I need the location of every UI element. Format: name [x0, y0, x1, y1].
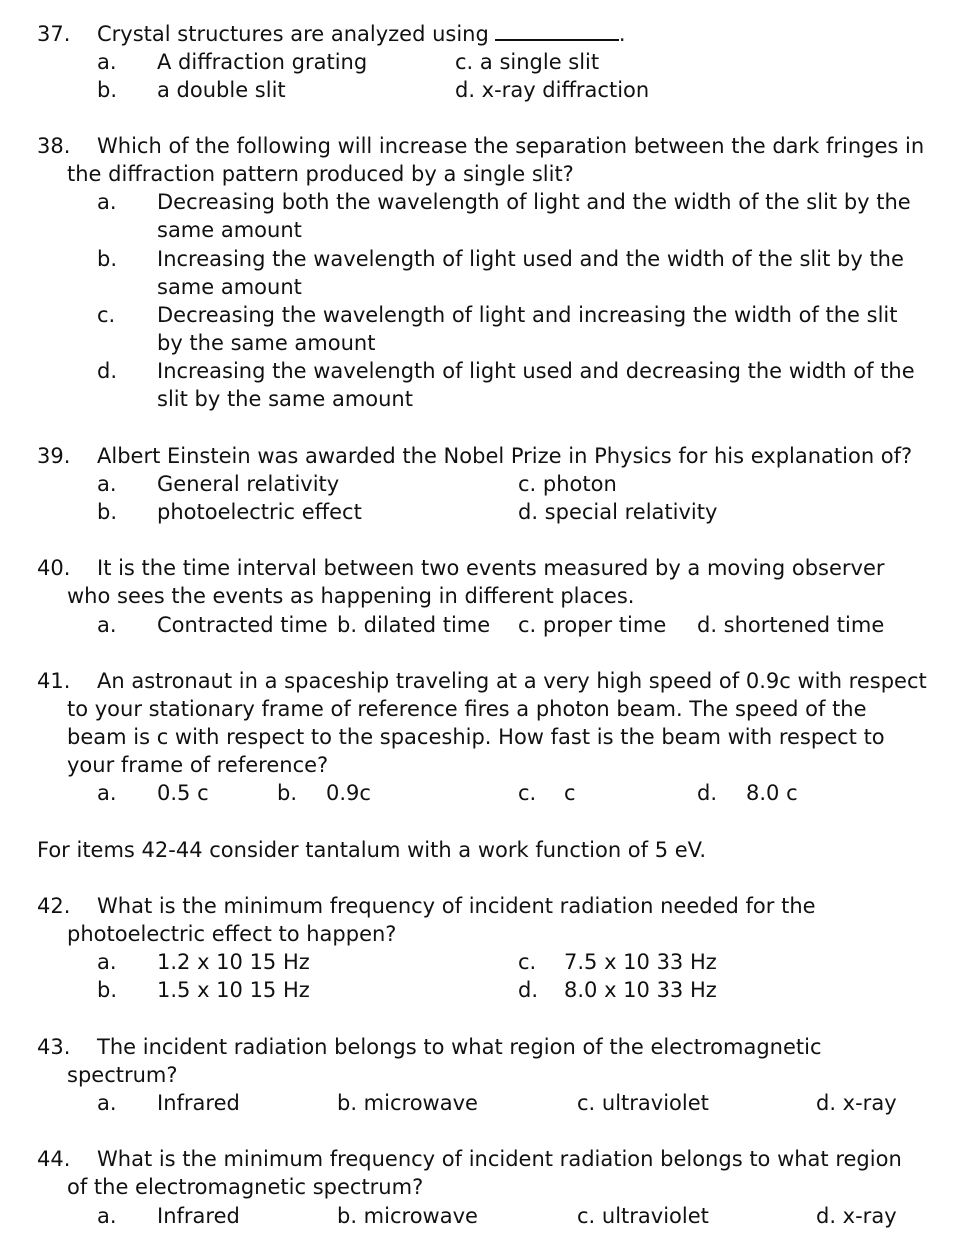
- choice-letter: b.: [277, 781, 298, 805]
- answer-blank: [495, 21, 619, 41]
- choice-d: d. special relativity: [518, 500, 718, 524]
- choice-d: d. x-ray: [816, 1204, 897, 1228]
- choice-letter: a.: [97, 472, 117, 496]
- choice-c: c. a single slit: [455, 50, 600, 74]
- question-stem: Albert Einstein was awarded the Nobel Prize in Physics for his explanation of?: [97, 444, 913, 468]
- choice-letter: c.: [97, 303, 116, 327]
- choice-b: b. dilated time: [337, 613, 491, 637]
- choice-letter: d.: [697, 781, 718, 805]
- choice-letter: c.: [518, 781, 537, 805]
- question-stem: An astronaut in a spaceship traveling at a very high speed of 0.9c with respect: [97, 669, 927, 693]
- choice-a: A diffraction grating: [157, 50, 368, 74]
- choice-letter: a.: [97, 50, 117, 74]
- choice-d: d. shortened time: [697, 613, 885, 637]
- choice-b: 0.9c: [326, 781, 371, 805]
- question-stem: The incident radiation belongs to what region of the electromagnetic: [97, 1035, 822, 1059]
- choice-c: c: [564, 781, 576, 805]
- question-stem: spectrum?: [67, 1063, 178, 1087]
- choice-b: 1.5 x 10 15 Hz: [157, 978, 310, 1002]
- choice-c: c. photon: [518, 472, 617, 496]
- choice-c: by the same amount: [157, 331, 376, 355]
- question-number: 37.: [37, 22, 71, 46]
- choice-d: 8.0 c: [746, 781, 798, 805]
- question-stem: who sees the events as happening in different places.: [67, 584, 635, 608]
- choice-a: Contracted time: [157, 613, 328, 637]
- choice-d: 8.0 x 10 33 Hz: [564, 978, 717, 1002]
- choice-c: Decreasing the wavelength of light and increasing the width of the slit: [157, 303, 898, 327]
- question-stem: your frame of reference?: [67, 753, 329, 777]
- choice-c: 7.5 x 10 33 Hz: [564, 950, 717, 974]
- items-intro: For items 42-44 consider tantalum with a work function of 5 eV.: [37, 838, 707, 862]
- choice-letter: b.: [97, 247, 118, 271]
- choice-letter: a.: [97, 613, 117, 637]
- question-number: 43.: [37, 1035, 71, 1059]
- choice-d: Increasing the wavelength of light used and decreasing the width of the: [157, 359, 915, 383]
- choice-a: Infrared: [157, 1091, 240, 1115]
- choice-letter: d.: [97, 359, 118, 383]
- question-number: 44.: [37, 1147, 71, 1171]
- question-stem: of the electromagnetic spectrum?: [67, 1175, 424, 1199]
- choice-b: b. microwave: [337, 1204, 478, 1228]
- question-stem: What is the minimum frequency of incident radiation belongs to what region: [97, 1147, 902, 1171]
- choice-a: Infrared: [157, 1204, 240, 1228]
- question-stem: What is the minimum frequency of incident radiation needed for the: [97, 894, 816, 918]
- choice-letter: a.: [97, 1091, 117, 1115]
- question-number: 39.: [37, 444, 71, 468]
- choice-letter: d.: [518, 978, 539, 1002]
- choice-a: General relativity: [157, 472, 340, 496]
- choice-c: c. proper time: [518, 613, 667, 637]
- choice-letter: a.: [97, 781, 117, 805]
- choice-c: c. ultraviolet: [577, 1091, 709, 1115]
- choice-d: slit by the same amount: [157, 387, 413, 411]
- choice-a: 0.5 c: [157, 781, 209, 805]
- question-stem: the diffraction pattern produced by a single slit?: [67, 162, 574, 186]
- question-stem: Crystal structures are analyzed using .: [97, 22, 626, 46]
- choice-letter: b.: [97, 78, 118, 102]
- question-stem: photoelectric effect to happen?: [67, 922, 397, 946]
- choice-letter: a.: [97, 1204, 117, 1228]
- question-stem: beam is c with respect to the spaceship. How fast is the beam with respect to: [67, 725, 885, 749]
- question-number: 41.: [37, 669, 71, 693]
- question-stem: It is the time interval between two events measured by a moving observer: [97, 556, 885, 580]
- question-stem: Which of the following will increase the separation between the dark fringes in: [97, 134, 925, 158]
- choice-b: b. microwave: [337, 1091, 478, 1115]
- choice-d: d. x-ray: [816, 1091, 897, 1115]
- choice-a: Decreasing both the wavelength of light and the width of the slit by the: [157, 190, 911, 214]
- question-number: 40.: [37, 556, 71, 580]
- choice-c: c. ultraviolet: [577, 1204, 709, 1228]
- choice-b: photoelectric effect: [157, 500, 362, 524]
- choice-letter: a.: [97, 950, 117, 974]
- question-number: 38.: [37, 134, 71, 158]
- choice-b: a double slit: [157, 78, 286, 102]
- choice-d: d. x-ray diffraction: [455, 78, 650, 102]
- question-number: 42.: [37, 894, 71, 918]
- choice-b: Increasing the wavelength of light used and the width of the slit by the: [157, 247, 904, 271]
- choice-a: 1.2 x 10 15 Hz: [157, 950, 310, 974]
- question-stem: to your stationary frame of reference fires a photon beam. The speed of the: [67, 697, 867, 721]
- choice-letter: c.: [518, 950, 537, 974]
- choice-a: same amount: [157, 218, 302, 242]
- choice-letter: b.: [97, 978, 118, 1002]
- choice-letter: b.: [97, 500, 118, 524]
- choice-b: same amount: [157, 275, 302, 299]
- choice-letter: a.: [97, 190, 117, 214]
